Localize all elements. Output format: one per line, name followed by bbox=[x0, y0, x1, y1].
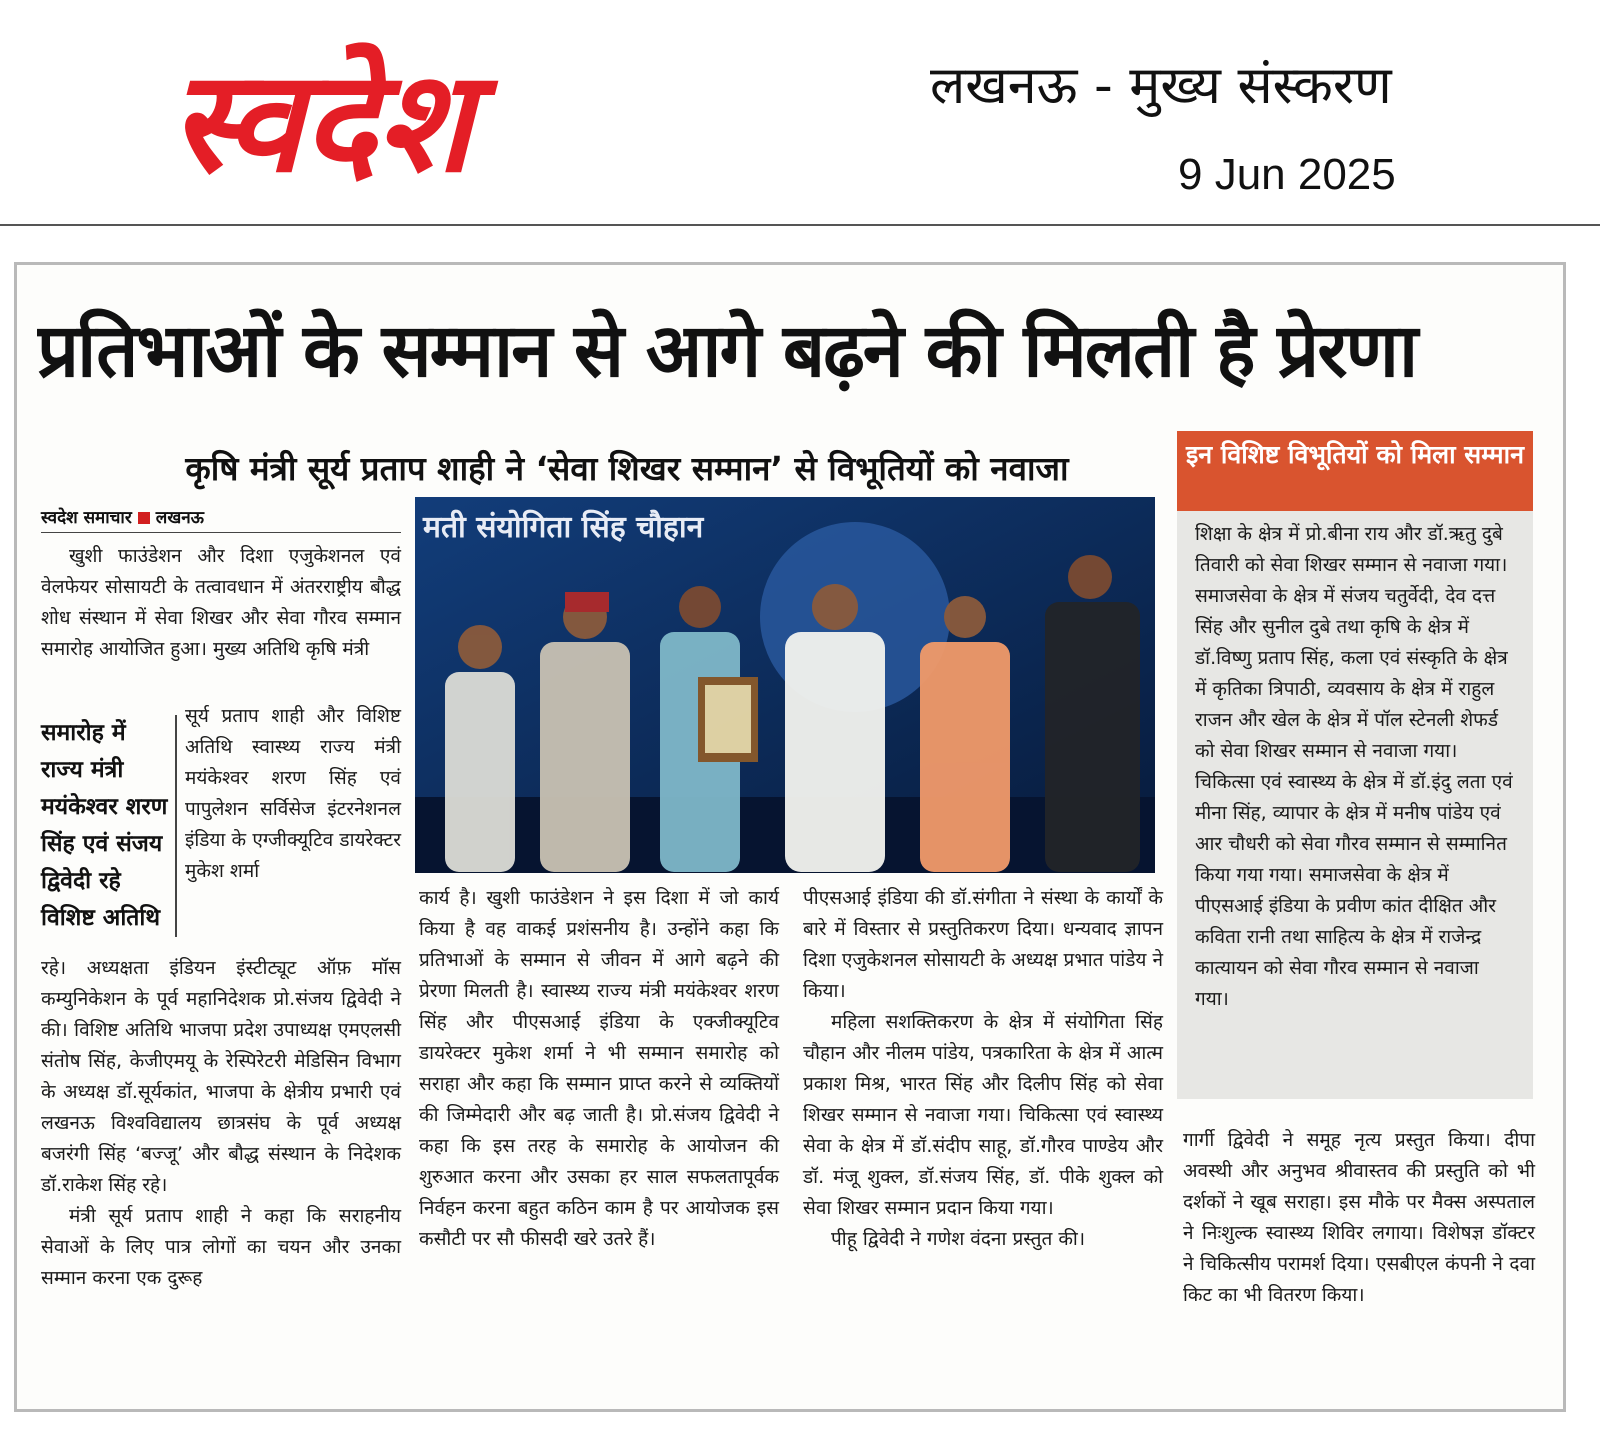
headline: प्रतिभाओं के सम्मान से आगे बढ़ने की मिलती है प्रेरणा bbox=[37, 308, 1417, 394]
subheadline: कृषि मंत्री सूर्य प्रताप शाही ने ‘सेवा शिखर सम्मान’ से विभूतियों को नवाजा bbox=[185, 449, 1069, 488]
newspaper-logo bbox=[160, 40, 800, 200]
sidebar-title: इन विशिष्ट विभूतियों को मिला सम्मान bbox=[1177, 431, 1533, 511]
edition-label: लखनऊ - मुख्य संस्करण bbox=[930, 56, 1392, 116]
event-photo bbox=[415, 497, 1155, 873]
svg-text:स्वदेश: स्वदेश bbox=[170, 41, 472, 200]
column-2: कार्य है। खुशी फाउंडेशन ने इस दिशा में जो कार्य किया है वह वाकई प्रशंसनीय है। उन्होंने कहा कि प्रतिभाओं के सम्मान से जीवन में आगे बढ़ने की प्रेरणा मिलती है। स्वास्थ्य राज्य मंत्री मयंकेश्वर शरण सिंह और पीएसआई इंडिया के एक्जीक्यूटिव डायरेक्टर मुकेश शर्मा ने भी सम्मान समारोह को सराहा और कहा कि सम्मान प्राप्त करने से व्यक्तियों की जिम्मेदारी और बढ़ जाती है। प्रो.संजय द्विवेदी ने कहा कि इस तरह के समारोह के आयोजन की शुरुआत करना और उसका हर साल सफलतापूर्वक निर्वहन करना बहुत कठिन काम है पर आयोजक इस कसौटी पर सौ फीसदी खरे उतरे हैं। bbox=[419, 887, 779, 1250]
photo-banner-text: मती संयोगिता सिंह चौहान bbox=[423, 510, 704, 545]
red-square-icon bbox=[138, 512, 150, 524]
byline bbox=[41, 505, 401, 533]
publication-date: 9 Jun 2025 bbox=[1178, 150, 1396, 199]
column-4: गार्गी द्विवेदी ने समूह नृत्य प्रस्तुत किया। दीपा अवस्थी और अनुभव श्रीवास्तव की प्रस्तुति को भी दर्शकों ने खूब सराहा। इस मौके पर मैक्स अस्पताल ने निःशुल्क स्वास्थ्य शिविर लगाया। विशेषज्ञ डॉक्टर ने चिकित्सीय परामर्श दिया। एसबीएल कंपनी ने दवा किट का भी वितरण किया। bbox=[1183, 1129, 1535, 1306]
sidebar-body: शिक्षा के क्षेत्र में प्रो.बीना राय और डॉ.ऋतु दुबे तिवारी को सेवा शिखर सम्मान से नवाजा गया। समाजसेवा के क्षेत्र में संजय चतुर्वेदी, देव दत्त सिंह और सुनील दुबे तथा कृषि के क्षेत्र में डॉ.विष्णु प्रताप सिंह, कला एवं संस्कृति के क्षेत्र में कृतिका त्रिपाठी, व्यवसाय के क्षेत्र में राहुल राजन और खेल के क्षेत्र में पॉल स्टेनली शेफर्ड को सेवा शिखर सम्मान से नवाजा गया। चिकित्सा एवं स्वास्थ्य के क्षेत्र में डॉ.इंदु लता एवं मीना सिंह, व्यापार के क्षेत्र में मनीष पांडेय एवं आर चौधरी को सेवा गौरव सम्मान से सम्मानित किया गया गया। समाजसेवा के क्षेत्र में पीएसआई इंडिया के प्रवीण कांत दीक्षित और कविता रानी तथा साहित्य के क्षेत्र में राजेन्द्र कात्यायन को सेवा गौरव सम्मान से नवाजा गया। bbox=[1195, 523, 1513, 1010]
column-1-top: खुशी फाउंडेशन और दिशा एजुकेशनल एवं वेलफेयर सोसायटी के तत्वावधान में अंतरराष्ट्रीय बौद्ध शोध संस्थान में सेवा शिखर और सेवा गौरव सम्मान समारोह आयोजित हुआ। मुख्य अतिथि कृषि मंत्री bbox=[41, 545, 401, 660]
pull-quote: समारोह में राज्य मंत्री मयंकेश्वर शरण सिंह एवं संजय द्विवेदी रहे विशिष्ट अतिथि bbox=[41, 715, 177, 937]
news-clipping bbox=[14, 262, 1566, 1412]
column-1-side: सूर्य प्रताप शाही और विशिष्ट अतिथि स्वास्थ्य राज्य मंत्री मयंकेश्वर शरण सिंह एवं पापुलेशन सर्विसेज इंटरनेशनल इंडिया के एग्जीक्यूटिव डायरेक्टर मुकेश शर्मा bbox=[185, 705, 401, 882]
byline-place: लखनऊ bbox=[155, 508, 205, 528]
sidebar-box bbox=[1177, 431, 1533, 1099]
column-3: पीएसआई इंडिया की डॉ.संगीता ने संस्था के कार्यों के बारे में विस्तार से प्रस्तुतिकरण दिया। धन्यवाद ज्ञापन दिशा एजुकेशनल सोसायटी के अध्यक्ष प्रभात पांडेय ने किया। महिला सशक्तिकरण के क्षेत्र में संयोगिता सिंह चौहान और नीलम पांडेय, पत्रकारिता के क्षेत्र में आत्म प्रकाश मिश्र, भारत सिंह और दिलीप सिंह को सेवा शिखर सम्मान से नवाजा गया। चिकित्सा एवं स्वास्थ्य सेवा के क्षेत्र में डॉ.संदीप साहू, डॉ.गौरव पाण्डेय और डॉ. मंजू शुक्ल, डॉ.संजय सिंह, डॉ. पीके शुक्ल को सेवा शिखर सम्मान प्रदान किया गया। पीहू द्विवेदी ने गणेश वंदना प्रस्तुत की। bbox=[803, 887, 1163, 1250]
masthead-divider bbox=[0, 224, 1600, 226]
masthead bbox=[0, 0, 1600, 224]
column-1-rest: रहे। अध्यक्षता इंडियन इंस्टीट्यूट ऑफ़ मॉस कम्युनिकेशन के पूर्व महानिदेशक प्रो.संजय द्विवेदी ने की। विशिष्ट अतिथि भाजपा प्रदेश उपाध्यक्ष एमएलसी संतोष सिंह, केजीएमयू के रेस्पिरेटरी मेडिसिन विभाग के अध्यक्ष डॉ.सूर्यकांत, भाजपा के क्षेत्रीय प्रभारी एवं लखनऊ विश्वविद्यालय छात्रसंघ के पूर्व अध्यक्ष बजरंगी सिंह ‘बज्जू’ और बौद्ध संस्थान के निदेशक डॉ.राकेश सिंह रहे। मंत्री सूर्य प्रताप शाही ने कहा कि सराहनीय सेवाओं के लिए पात्र लोगों का चयन और उनका सम्मान करना एक दुरूह bbox=[41, 957, 401, 1289]
byline-source: स्वदेश समाचार bbox=[41, 508, 132, 528]
